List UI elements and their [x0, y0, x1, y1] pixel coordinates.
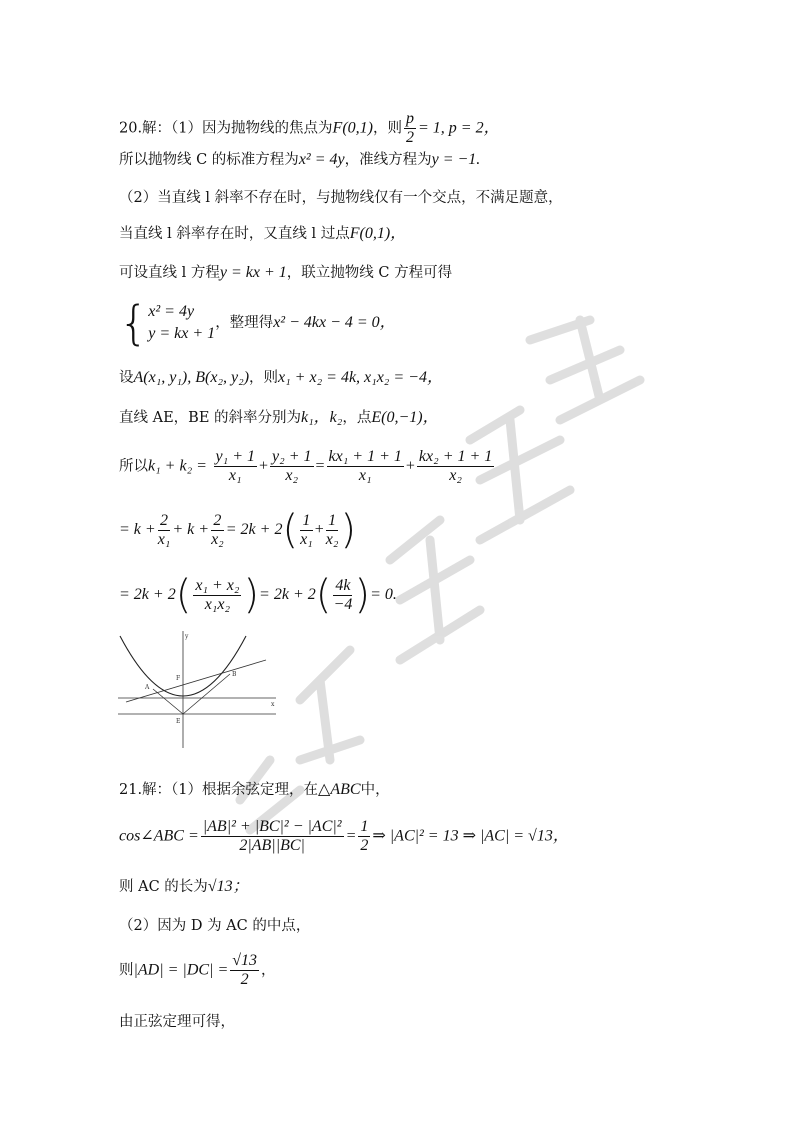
formula: A(x₁, y₁), B(x₂, y₂)	[133, 369, 250, 386]
line-17: 由正弦定理可得，	[119, 1014, 235, 1030]
denominator: x₂	[325, 530, 339, 548]
formula: ⇒ |AC|² = 13 ⇒ |AC| = √13，	[372, 827, 569, 845]
line-15: （2）因为 D 为 AC 的中点，	[119, 918, 311, 934]
fraction	[158, 512, 171, 549]
denominator: x₂	[449, 467, 462, 484]
numerator: 2	[158, 512, 171, 531]
formula: cos∠ABC =	[119, 827, 199, 845]
segment-be	[183, 674, 230, 714]
line-5	[119, 263, 452, 283]
formula: F(0,1)	[332, 119, 373, 137]
line-3: （2）当直线 l 斜率不存在时，与抛物线仅有一个交点，不满足题意，	[119, 190, 563, 206]
numerator: y₂ + 1	[272, 448, 312, 465]
eq2: y = kx + 1	[148, 325, 216, 342]
numerator: 1	[300, 512, 313, 531]
equation-system	[119, 296, 396, 350]
numerator: 2	[211, 512, 224, 531]
fraction	[211, 512, 224, 549]
line-9: 所以k₁ + k₂ = $\frac{\text{y₁ + 1}}{\text{x₁}}$ + $\frac{\text{y₂ + 1}}{\text{x₂}}$ = $\frac{\text{kx₁ + 1 + 1}}{\text{x₁}}$ + $\frac{\text{kx₂ + 1 + 1}}{\text{x₂}}$	[119, 448, 493, 484]
numerator: 1	[326, 512, 339, 531]
formula: =	[345, 827, 357, 845]
formula: y = −1.	[431, 151, 481, 168]
formula: x² = 4y	[298, 151, 345, 168]
text: ，准线方程为	[344, 152, 432, 168]
denominator: x₁	[300, 530, 313, 548]
text: 设	[119, 370, 134, 386]
formula: + k +	[172, 521, 210, 538]
label-a: A	[145, 684, 150, 691]
formula: F(0,1)，	[349, 225, 407, 242]
text: 20.解：（1）因为抛物线的焦点为	[119, 120, 333, 137]
line-4	[119, 224, 406, 244]
fraction	[327, 448, 404, 485]
text: 所以	[119, 458, 148, 475]
line-2	[119, 150, 480, 170]
label-f: F	[176, 675, 181, 682]
formula: △ABC	[318, 781, 361, 798]
fraction	[333, 577, 352, 614]
text: ，则	[249, 370, 279, 386]
denominator: x₁	[358, 467, 372, 484]
fraction	[417, 448, 494, 485]
denominator: −4	[333, 595, 353, 613]
line-14	[119, 877, 249, 897]
line-1	[119, 110, 500, 147]
parabola-graph	[118, 628, 278, 753]
formula: y = kx + 1	[219, 264, 287, 281]
denominator: x₁x₂	[204, 595, 231, 613]
brace: {	[119, 296, 149, 350]
line-10: = k + $\frac{2}{\text{x₁}}$ + k + $\frac{2}{\text{x₂}}$ = 2k + 2( $\frac{1}{\text{x₁}}$ + $\frac{1}{\text{x₂}}$ )	[119, 507, 357, 553]
text: 当直线 l 斜率存在时，又直线 l 过点	[119, 226, 350, 242]
text: 则 AC 的长为	[119, 879, 208, 895]
formula: = 1, p = 2，	[417, 119, 500, 137]
line-8	[119, 408, 439, 428]
numerator: |AB|² + |BC|² − |AC|²	[202, 818, 342, 835]
fraction	[300, 512, 313, 549]
denominator: 2	[240, 971, 249, 988]
line-7	[119, 368, 443, 388]
denominator: x₁	[228, 467, 242, 484]
fraction	[326, 512, 339, 549]
line-11: = 2k + 2( $\frac{\text{x₁ + x₂}}{\text{x₁x₂}}$ )= 2k + 2( $\frac{4k}{-4}$ )= 0.	[119, 572, 397, 618]
line-16	[119, 952, 276, 989]
formula: = 0.	[370, 586, 397, 603]
numerator: y₁ + 1	[215, 448, 255, 465]
formula: E(0,−1)，	[371, 409, 439, 426]
fraction	[358, 818, 370, 855]
formula: x² − 4kx − 4 = 0，	[273, 314, 396, 331]
formula: = 2k + 2	[259, 586, 316, 603]
text: ，	[261, 962, 276, 979]
formula: k₁ + k₂ =	[148, 457, 207, 475]
denominator: x₂	[285, 467, 299, 484]
numerator: kx₂ + 1 + 1	[418, 448, 493, 465]
text: 直线 AE，BE 的斜率分别为	[119, 410, 302, 426]
text: 21.解：（1）根据余弦定理，在	[119, 782, 319, 798]
formula: k₁，k₂	[301, 409, 343, 426]
label-x: x	[271, 701, 275, 708]
numerator: kx₁ + 1 + 1	[328, 448, 402, 465]
formula: = k +	[119, 521, 156, 538]
text: ，联立抛物线 C 方程可得	[286, 265, 453, 281]
fraction	[201, 818, 344, 855]
formula: x₁ + x₂ = 4k, x₁x₂ = −4，	[278, 369, 443, 386]
denominator: x₂	[211, 530, 224, 548]
fraction	[404, 110, 416, 147]
text: 则	[119, 962, 134, 979]
formula: √13；	[207, 878, 249, 895]
text: ，点	[342, 410, 372, 426]
denominator: 2	[405, 129, 414, 146]
label-y: y	[185, 633, 189, 640]
denominator: 2	[360, 837, 369, 854]
fraction	[270, 448, 313, 485]
line-13	[119, 818, 569, 855]
text: ，整理得	[215, 315, 274, 331]
numerator: p	[405, 110, 414, 127]
fraction	[230, 952, 259, 989]
denominator: 2|AB||BC|	[239, 837, 305, 854]
numerator: x₁ + x₂	[195, 576, 240, 594]
formula: = 2k + 2	[119, 586, 176, 603]
text: ，则	[372, 120, 402, 137]
formula: = 2k + 2	[225, 521, 283, 538]
numerator: 4k	[335, 576, 351, 594]
denominator: x₁	[157, 530, 171, 548]
numerator: 1	[360, 818, 369, 835]
formula: |AD| = |DC| =	[133, 961, 229, 979]
label-e: E	[176, 718, 181, 725]
line-12	[119, 780, 390, 800]
text: 可设直线 l 方程	[119, 265, 220, 281]
line-l	[126, 660, 266, 702]
numerator: √13	[232, 952, 258, 969]
text: 中，	[360, 782, 390, 798]
text: 所以抛物线 C 的标准方程为	[119, 152, 299, 168]
fraction	[193, 577, 241, 614]
label-b: B	[232, 671, 237, 678]
eq1: x² = 4y	[148, 303, 195, 320]
system-lines	[148, 301, 215, 345]
fraction	[214, 448, 257, 485]
